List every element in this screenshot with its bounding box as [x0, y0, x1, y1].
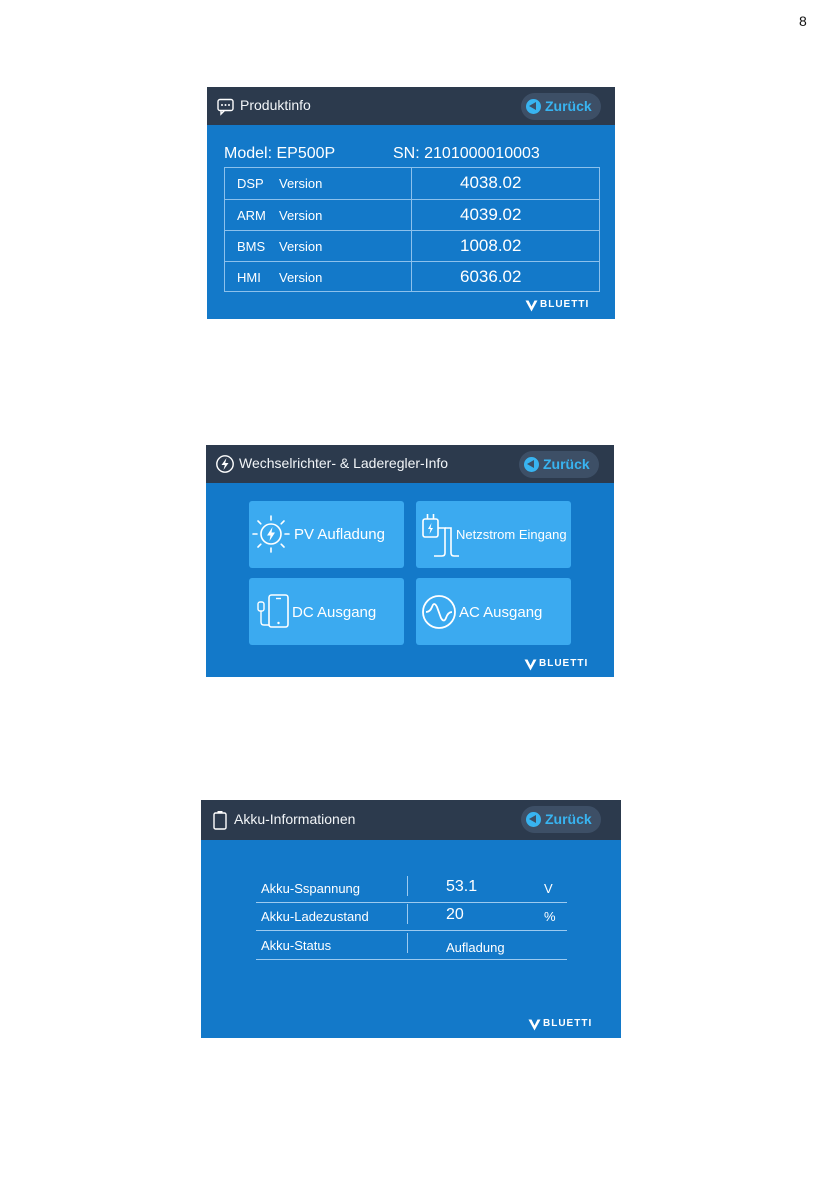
battery-row: [256, 930, 567, 960]
row-label: Akku-Sspannung: [261, 881, 361, 896]
phone-icon: [255, 593, 291, 629]
row-unit: %: [544, 909, 556, 924]
battery-row: [256, 873, 567, 903]
sun-lightning-icon: [251, 514, 291, 554]
header-bar: [206, 445, 614, 483]
bluetti-logo-icon: [524, 659, 537, 671]
table-row: [225, 168, 599, 198]
logo-text: BLUETTI: [543, 1018, 593, 1029]
lightning-icon: [215, 454, 235, 474]
firmware-name: HMI: [237, 270, 261, 285]
page-number: 8: [799, 13, 807, 29]
row-divider: [407, 876, 408, 896]
back-arrow-icon: [526, 99, 541, 114]
row-value: Aufladung: [446, 940, 505, 955]
row-value: 53.1: [446, 878, 478, 895]
table-row: [225, 230, 599, 261]
inverter-info-screen: [206, 445, 614, 677]
product-info-screen: [207, 87, 615, 319]
dc-output-tile[interactable]: [249, 578, 404, 645]
back-button-label: Zurück: [543, 456, 590, 472]
column-divider: [411, 168, 412, 291]
page-title: Produktinfo: [240, 97, 311, 113]
pv-charging-tile[interactable]: [249, 501, 404, 568]
firmware-name: ARM: [237, 208, 266, 223]
back-button[interactable]: [519, 451, 599, 478]
version-value: 1008.02: [460, 236, 522, 255]
battery-icon: [210, 810, 230, 830]
page-title: Akku-Informationen: [234, 811, 356, 827]
bluetti-logo: [525, 299, 609, 313]
header-bar: [207, 87, 615, 125]
message-icon: [216, 96, 236, 116]
row-unit: V: [544, 881, 553, 896]
battery-row: [256, 901, 567, 931]
version-label: Version: [279, 208, 323, 223]
back-button[interactable]: [521, 93, 601, 120]
firmware-name: DSP: [237, 176, 264, 191]
sine-wave-icon: [420, 593, 458, 631]
row-value: 20: [446, 906, 464, 923]
logo-text: BLUETTI: [539, 658, 589, 669]
row-divider: [407, 933, 408, 953]
version-table: [224, 167, 600, 292]
row-label: Akku-Ladezustand: [261, 909, 369, 924]
table-row: [225, 199, 599, 230]
version-value: 4039.02: [460, 205, 522, 224]
table-row: [225, 261, 599, 292]
bluetti-logo: [524, 658, 608, 672]
bluetti-logo: [528, 1018, 612, 1032]
version-label: Version: [279, 239, 323, 254]
header-bar: [201, 800, 621, 840]
ac-output-tile[interactable]: [416, 578, 571, 645]
tile-label: Netzstrom Eingang: [456, 527, 567, 542]
battery-info-screen: [201, 800, 621, 1038]
tile-label: PV Aufladung: [294, 526, 385, 543]
logo-text: BLUETTI: [540, 299, 590, 310]
back-button-label: Zurück: [545, 811, 592, 827]
back-button-label: Zurück: [545, 98, 592, 114]
tile-label: DC Ausgang: [292, 604, 377, 621]
tile-label: AC Ausgang: [459, 604, 543, 621]
back-button[interactable]: [521, 806, 601, 833]
version-value: 6036.02: [460, 267, 522, 286]
back-arrow-icon: [526, 812, 541, 827]
page-title: Wechselrichter- & Laderegler-Info: [239, 455, 449, 471]
back-arrow-icon: [524, 457, 539, 472]
plug-icon: [420, 513, 460, 557]
version-label: Version: [279, 270, 323, 285]
model-label: Model: EP500P: [224, 145, 336, 162]
version-label: Version: [279, 176, 323, 191]
grid-input-tile[interactable]: [416, 501, 571, 568]
version-value: 4038.02: [460, 173, 522, 192]
bluetti-logo-icon: [528, 1019, 541, 1031]
row-divider: [407, 904, 408, 924]
firmware-name: BMS: [237, 239, 266, 254]
bluetti-logo-icon: [525, 300, 538, 312]
row-label: Akku-Status: [261, 938, 332, 953]
serial-number: SN: 2101000010003: [393, 145, 540, 162]
